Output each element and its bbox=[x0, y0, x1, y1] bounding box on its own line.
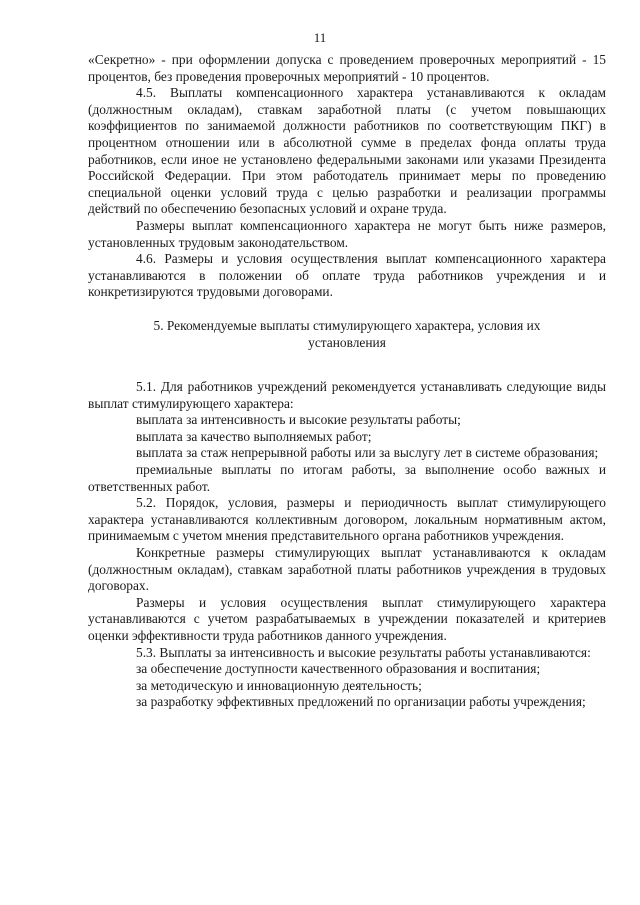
paragraph: Размеры и условия осуществления выплат стимулирующего характера устанавливаются с учетом разрабатываемых в учреждении показателей и критериев оценки эффективности труда работников данного учреждения. bbox=[88, 594, 606, 643]
list-item: премиальные выплаты по итогам работы, за выполнение особо важных и ответственных работ. bbox=[88, 462, 606, 494]
paragraph: 4.5. Выплаты компенсационного характера устанавливаются к окладам (должностным окладам), ставкам заработной платы (с учетом повышающих коэффициентов по занимаемой должности работников по соответствующим ПКГ) в процентном отношении или в абсолютной сумме в пределах фонда оплаты труда работников, если иное не установлено федеральными законами или указами Президента Российской Федерации. При этом работодатель принимает меры по проведению специальной оценки условий труда с целью разработки и реализации программы действий по обеспечению безопасных условий и охране труда. bbox=[88, 85, 606, 217]
list-item: за обеспечение доступности качественного образования и воспитания; bbox=[136, 661, 541, 677]
list-item: выплата за стаж непрерывной работы или за выслугу лет в системе образования; bbox=[136, 445, 599, 461]
page-number: 11 bbox=[313, 30, 327, 45]
paragraph: 5.2. Порядок, условия, размеры и периодичность выплат стимулирующего характера устанавливаются коллективным договором, локальным нормативным актом, принимаемым с учетом мнения представительного органа работников учреждения. bbox=[88, 495, 606, 544]
list-item: выплата за интенсивность и высокие результаты работы; bbox=[136, 412, 461, 428]
paragraph: 5.1. Для работников учреждений рекомендуется устанавливать следующие виды выплат стимулирующего характера: bbox=[88, 379, 606, 411]
paragraph: Конкретные размеры стимулирующих выплат устанавливаются к окладам (должностным окладам), ставкам заработной платы работников учреждения в трудовых договорах. bbox=[88, 545, 606, 594]
paragraph: Размеры выплат компенсационного характера не могут быть ниже размеров, установленных трудовым законодательством. bbox=[88, 217, 606, 250]
list-item: выплата за качество выполняемых работ; bbox=[136, 428, 372, 444]
paragraph: 4.6. Размеры и условия осуществления выплат компенсационного характера устанавливаются в положении об оплате труда работников учреждения и и конкретизируются трудовыми договорами. bbox=[88, 251, 606, 300]
paragraph: 5.3. Выплаты за интенсивность и высокие результаты работы устанавливаются: bbox=[136, 644, 591, 660]
document-body bbox=[88, 52, 606, 711]
list-item: за методическую и инновационную деятельность; bbox=[136, 677, 422, 693]
paragraph: «Секретно» - при оформлении допуска с проведением проверочных мероприятий - 15 процентов, без проведения проверочных мероприятий - 10 процентов. bbox=[88, 52, 606, 84]
section-heading: 5. Рекомендуемые выплаты стимулирующего характера, условия их установления bbox=[153, 317, 541, 350]
list-item: за разработку эффективных предложений по организации работы учреждения; bbox=[136, 694, 586, 710]
